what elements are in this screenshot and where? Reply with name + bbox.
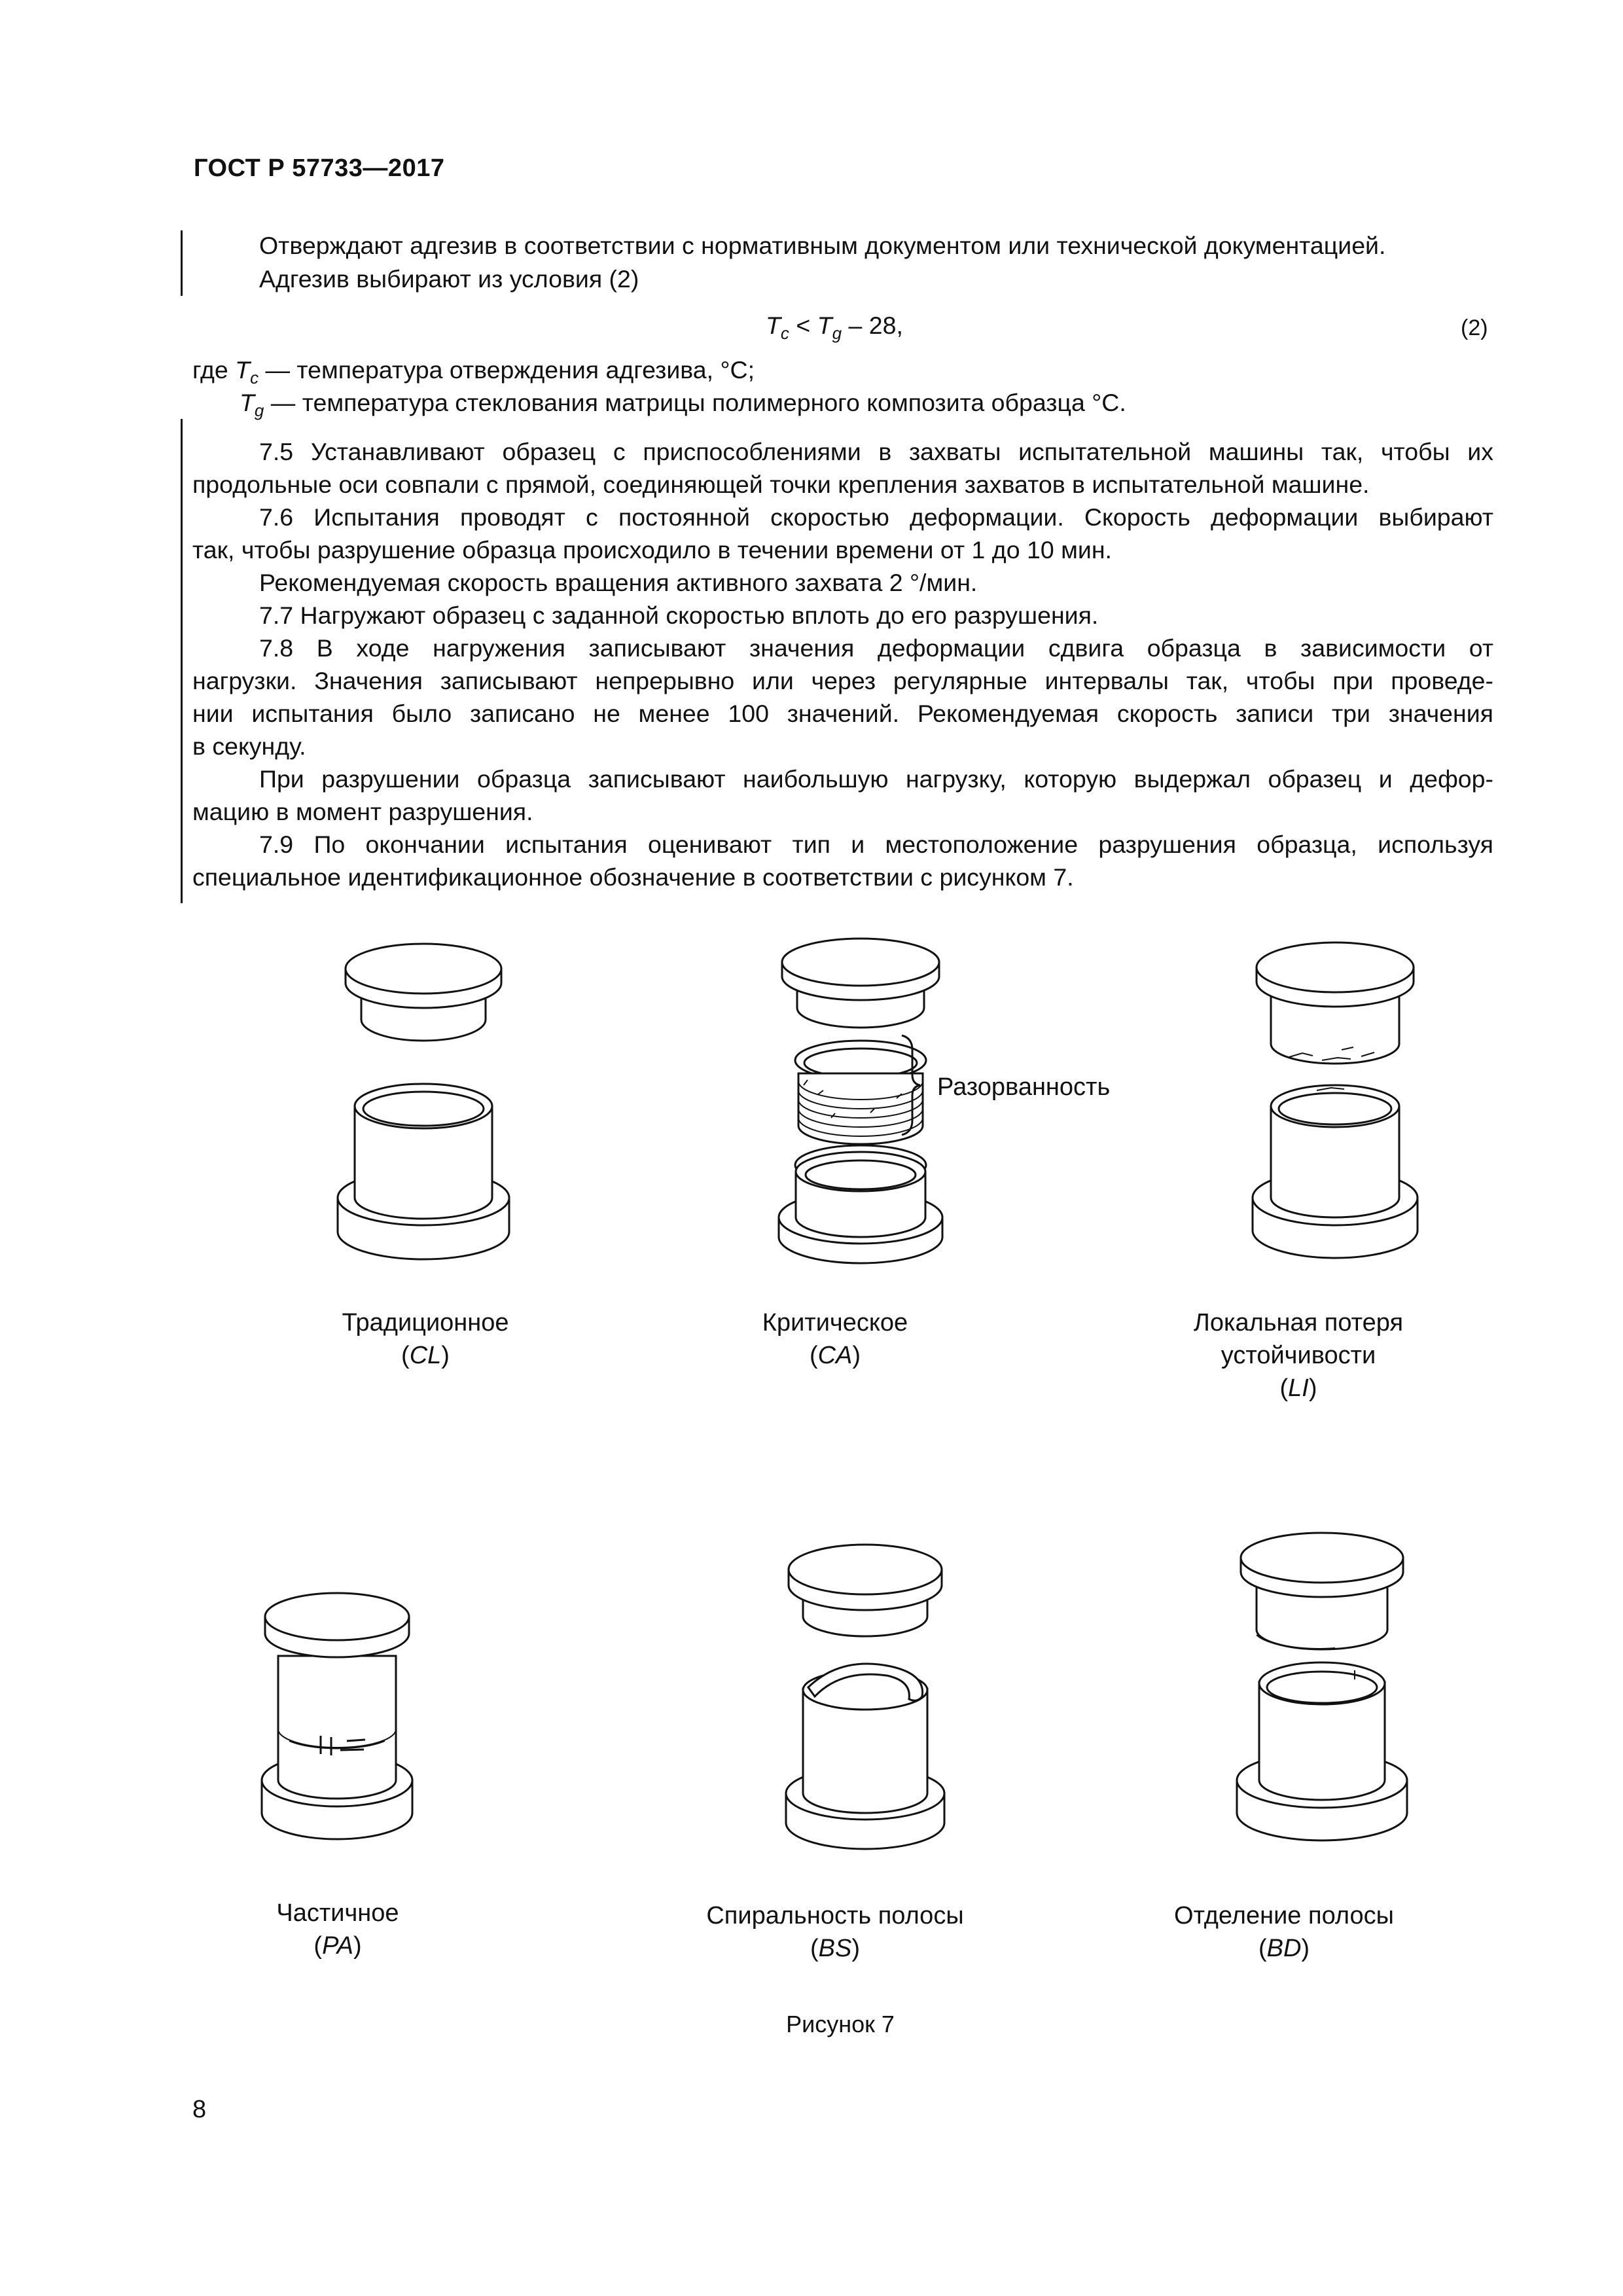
change-bar — [181, 419, 183, 903]
caption-cl — [275, 1306, 576, 1372]
upper-grip — [1257, 942, 1414, 1064]
upper-grip — [346, 944, 501, 1041]
paragraph-line: Отверждают адгезив в соответствии с нормативным документом или технической документацией. — [259, 232, 1386, 259]
paragraph-line: 7.8 В ходе нагружения записывают значения деформации сдвига образца в зависимости от — [259, 634, 1493, 662]
paragraph-line: продольные оси совпали с прямой, соединяющей точки крепления захватов в испытательной машине. — [192, 471, 1370, 498]
caption-code: (PA) — [313, 1932, 362, 1960]
formula-symbol: T — [817, 312, 832, 339]
caption-name: Отделение полосы — [1174, 1902, 1394, 1929]
formula-number: (2) — [1461, 315, 1488, 340]
paragraph-line: 7.9 По окончании испытания оценивают тип и местоположение разрушения образца, используя — [259, 831, 1493, 858]
specimen-cl-drawing — [314, 910, 537, 1276]
caption-ca — [685, 1306, 986, 1372]
legend-subscript: g — [254, 401, 264, 420]
caption-code: (LI) — [1279, 1374, 1317, 1402]
formula — [766, 309, 903, 350]
specimen-bs-drawing — [762, 1512, 965, 1892]
caption-bd — [1133, 1899, 1435, 1965]
formula-operator: < — [789, 312, 817, 339]
paragraph-line: в секунду. — [192, 732, 306, 760]
upper-grip — [782, 939, 939, 1028]
figure-caption: Рисунок 7 — [786, 2011, 895, 2037]
specimen-pa-drawing — [242, 1558, 438, 1872]
paragraph-line: мацию в момент разрушения. — [192, 798, 533, 825]
upper-grip — [265, 1593, 409, 1640]
lower-grip — [1253, 1085, 1418, 1258]
legend-text: — температура стеклования матрицы полимерного композита образца °C. — [264, 389, 1126, 416]
specimen-tube — [278, 1656, 396, 1799]
paragraph-line: нии испытания было записано не менее 100 значений. Рекомендуемая скорость записи три значения — [192, 700, 1493, 727]
paragraph-line: нагрузки. Значения записывают непрерывно или через регулярные интервалы так, чтобы при проведе- — [192, 667, 1493, 694]
formula-subscript: c — [780, 323, 789, 343]
caption-name: Традиционное — [342, 1309, 509, 1336]
paragraph-line: так, чтобы разрушение образца происходило в течении времени от 1 до 10 мин. — [192, 536, 1112, 564]
formula-tail: – 28, — [842, 312, 903, 339]
document-header: ГОСТ Р 57733—2017 — [194, 154, 445, 182]
lower-grip — [338, 1084, 509, 1259]
caption-name: Критическое — [762, 1309, 908, 1336]
paragraph-line: При разрушении образца записывают наибольшую нагрузку, которую выдержал образец и дефор- — [259, 765, 1493, 793]
callout-label: Разорванность — [937, 1073, 1111, 1101]
caption-code: (BS) — [810, 1935, 860, 1962]
legend-symbol: T — [235, 356, 251, 384]
formula-symbol: T — [766, 312, 781, 339]
caption-li — [1148, 1306, 1449, 1405]
formula-subscript: g — [832, 323, 842, 343]
legend-line — [240, 386, 1126, 427]
legend-symbol: T — [240, 389, 255, 416]
caption-bs — [685, 1899, 986, 1965]
paragraph-line: Адгезив выбирают из условия (2) — [259, 265, 639, 293]
caption-name: Локальная потеря — [1193, 1309, 1404, 1336]
paragraph-line: 7.6 Испытания проводят с постоянной скоростью деформации. Скорость деформации выбирают — [259, 503, 1493, 531]
change-bar — [181, 230, 183, 296]
upper-grip — [1241, 1533, 1403, 1649]
paragraph-line: специальное идентификационное обозначение в соответствии с рисунком 7. — [192, 863, 1074, 891]
caption-name: устойчивости — [1221, 1342, 1376, 1369]
legend-prefix: где — [192, 356, 236, 384]
caption-pa — [187, 1897, 488, 1962]
paragraph-line: 7.5 Устанавливают образец с приспособлениями в захваты испытательной машины так, чтобы их — [259, 438, 1493, 465]
specimen-li-drawing — [1230, 910, 1440, 1276]
specimen-ca-drawing — [753, 910, 969, 1289]
specimen-bd-drawing — [1217, 1505, 1427, 1885]
caption-code: (BD) — [1258, 1935, 1310, 1962]
legend-subscript: c — [250, 368, 259, 387]
lower-grip — [779, 1152, 942, 1263]
legend-text: — температура отверждения адгезива, °C; — [259, 356, 755, 384]
caption-name: Спиральность полосы — [706, 1902, 964, 1929]
paragraph-line: 7.7 Нагружают образец с заданной скоростью вплоть до его разрушения. — [259, 601, 1099, 629]
caption-code: (CA) — [809, 1342, 861, 1369]
caption-code: (CL) — [401, 1342, 450, 1369]
caption-name: Частичное — [276, 1899, 399, 1927]
page-number: 8 — [192, 2096, 207, 2123]
upper-grip — [789, 1545, 942, 1636]
paragraph-line: Рекомендуемая скорость вращения активного захвата 2 °/мин. — [259, 569, 978, 596]
lower-grip — [1237, 1662, 1407, 1840]
